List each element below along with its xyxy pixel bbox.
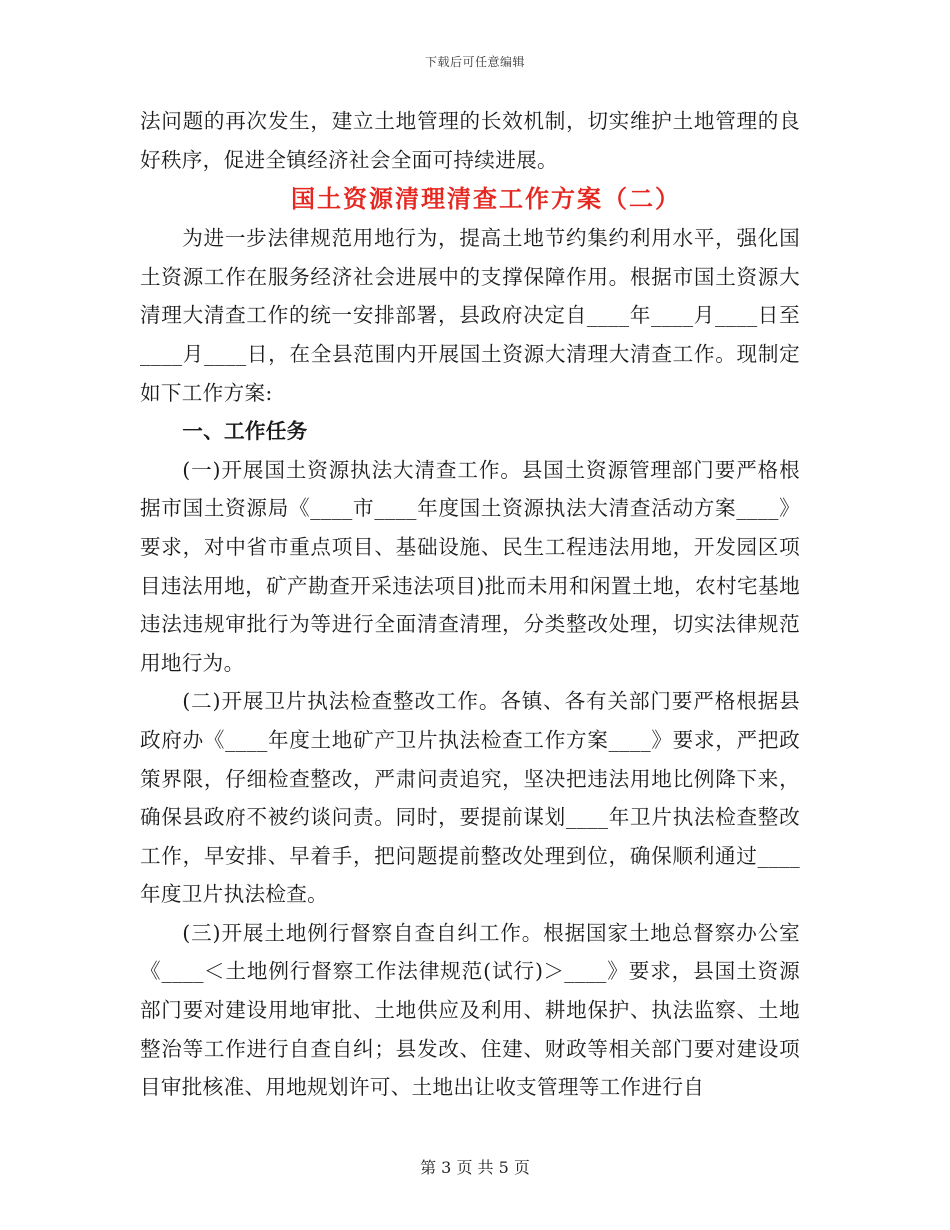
continuation-paragraph: 法问题的再次发生，建立土地管理的长效机制，切实维护土地管理的良好秩序，促进全镇经济社会全面可持续进展。 — [140, 109, 800, 172]
section-heading: 一、工作任务 — [182, 419, 308, 444]
task-item-1: (一)开展国土资源执法大清查工作。县国土资源管理部门要严格根据市国土资源局《____市____年度国土资源执法大清查活动方案____》要求，对中省市重点项目、基础设施、民生工程违法用地，开发园区项目违法用地，矿产勘查开采违法项目)批而未用和闲置土地，农村宅基地违法违规审批行为等进行全面清查清理，分类整改处理，切实法律规范用地行为。 — [140, 457, 800, 675]
page-footer: 第 3 页 共 5 页 — [420, 1158, 530, 1177]
task-item-2: (二)开展卫片执法检查整改工作。各镇、各有关部门要严格根据县政府办《____年度土地矿产卫片执法检查工作方案____》要求，严把政策界限，仔细检查整改，严肃问责追究，坚决把违法用地比例降下来，确保县政府不被约谈问责。同时，要提前谋划____年卫片执法检查整改工作，早安排、早着手，把问题提前整改处理到位，确保顺利通过____年度卫片执法检查。 — [140, 689, 800, 907]
intro-paragraph: 为进一步法律规范用地行为，提高土地节约集约利用水平，强化国土资源工作在服务经济社会进展中的支撑保障作用。根据市国土资源大清理大清查工作的统一安排部署，县政府决定自____年____月____日至____月____日，在全县范围内开展国土资源大清理大清查工作。现制定如下工作方案: — [140, 226, 800, 405]
document-title: 国土资源清理清查工作方案（二） — [291, 184, 681, 214]
page-header: 下载后可任意编辑 — [424, 55, 525, 69]
document-body — [140, 102, 800, 1107]
task-item-3: (三)开展土地例行督察自查自纠工作。根据国家土地总督察办公室《____＜土地例行督察工作法律规范(试行)＞____》要求，县国土资源部门要对建设用地审批、土地供应及利用、耕地保护、执法监察、土地整治等工作进行自查自纠；县发改、住建、财政等相关部门要对建设项目审批核准、用地规划许可、土地出让收支管理等工作进行自 — [140, 920, 800, 1100]
